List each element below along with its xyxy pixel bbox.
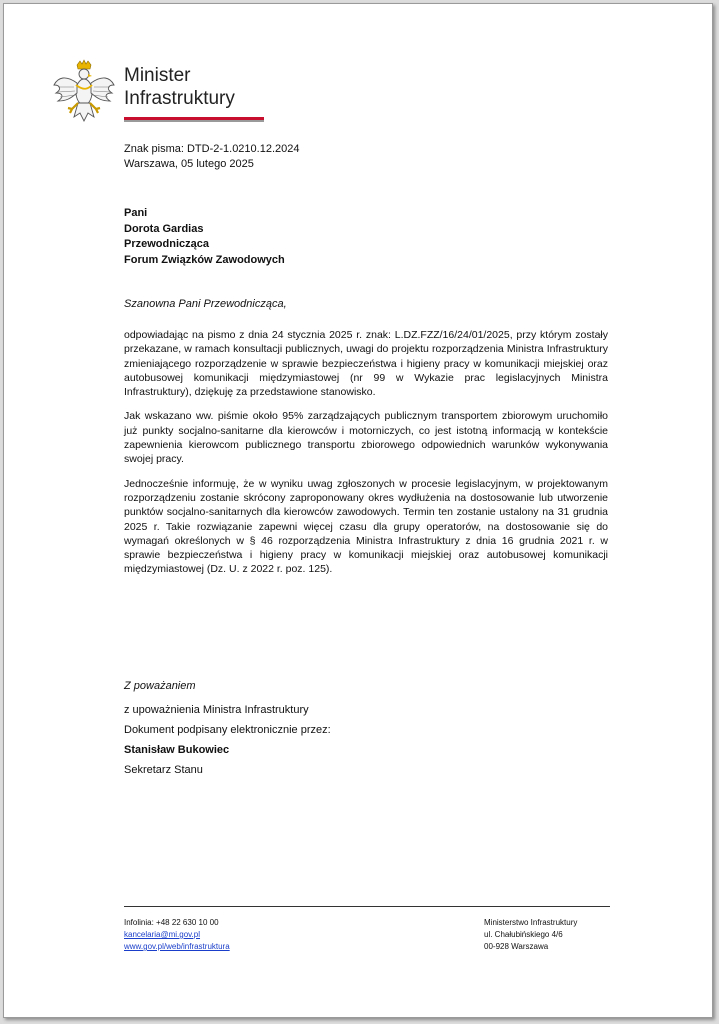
signer-name: Stanisław Bukowiec	[124, 744, 230, 756]
footer-city: 00-928 Warszawa	[484, 942, 549, 951]
letter-page	[3, 3, 713, 1018]
footer-email-link[interactable]: kancelaria@mi.gov.pl	[124, 930, 201, 939]
footer-contact	[124, 917, 230, 953]
body-paragraph-2: Jak wskazano ww. piśmie około 95% zarządzających publicznym transportem zbiorowym uruchomiło już punkty socjalno-sanitarne dla kierowców i motorniczych, co jest istotną informacją w kontekście zapewnienia kierowcom publicznego transportu zbiorowego odpowiednich warunków wykonywania swojej pracy.	[124, 410, 608, 466]
signed-note: Dokument podpisany elektronicznie przez:	[124, 724, 331, 736]
recipient-block	[124, 206, 285, 268]
reference-number: Znak pisma: DTD-2-1.0210.12.2024	[124, 143, 300, 155]
footer-address	[484, 917, 577, 953]
signer-title: Sekretarz Stanu	[124, 764, 203, 776]
recipient-title: Przewodnicząca	[124, 238, 209, 250]
org-title-line1: Minister	[124, 65, 191, 86]
letter-body	[124, 328, 608, 587]
recipient-line: Pani	[124, 207, 148, 219]
footer-street: ul. Chałubińskiego 4/6	[484, 930, 563, 939]
recipient-name: Dorota Gardias	[124, 222, 204, 235]
footer-divider	[124, 906, 610, 907]
place-date: Warszawa, 05 lutego 2025	[124, 158, 254, 170]
footer-website-link[interactable]: www.gov.pl/web/infrastruktura	[124, 942, 230, 951]
footer-hotline: Infolinia: +48 22 630 10 00	[124, 918, 219, 927]
recipient-organization: Forum Związków Zawodowych	[124, 253, 285, 266]
org-title-line2: Infrastruktury	[124, 88, 235, 109]
body-paragraph-1: odpowiadając na pismo z dnia 24 stycznia 2025 r. znak: L.DZ.FZZ/16/24/01/2025, przy którym zostały przekazane, w ramach konsultacji publicznych, uwagi do projektu rozporządzenia Ministra Infrastruktury zmieniającego rozporządzenie w sprawie bezpieczeństwa i higieny pracy w komunikacji miejskiej oraz autobusowej komunikacji międzymiastowej (nr 99 w Wykazie prac legislacyjnych Ministra Infrastruktury), dziękuję za przedstawione stanowisko.	[124, 329, 608, 399]
polish-eagle-emblem-icon	[52, 59, 116, 129]
closing-authority: z upoważnienia Ministra Infrastruktury	[124, 704, 309, 716]
salutation: Szanowna Pani Przewodnicząca,	[124, 298, 287, 310]
closing-regards: Z poważaniem	[124, 680, 196, 692]
body-paragraph-3: Jednocześnie informuję, że w wyniku uwag zgłoszonych w procesie legislacyjnym, w projektowanym rozporządzeniu zostanie skrócony zaproponowany okres wydłużenia na dostosowanie lub utworzenie punktów socjalno-sanitarnych dla kierowców zawodowych. Termin ten zostanie ustalony na 31 grudnia 2025 r. Takie rozwiązanie zapewni więcej czasu dla grupy operatorów, na dostosowanie się do wymagań określonych w § 46 rozporządzenia Ministra Infrastruktury z dnia 16 grudnia 2021 r. w sprawie bezpieczeństwa i higieny pracy w komunikacji miejskiej oraz autobusowej komunikacji międzymiastowej (Dz. U. z 2022 r. poz. 125).	[124, 477, 608, 576]
org-title	[124, 64, 235, 110]
closing-block	[124, 680, 331, 784]
accent-bar-gray	[124, 120, 264, 122]
letter-meta	[124, 142, 299, 172]
footer-org-name: Ministerstwo Infrastruktury	[484, 918, 578, 927]
